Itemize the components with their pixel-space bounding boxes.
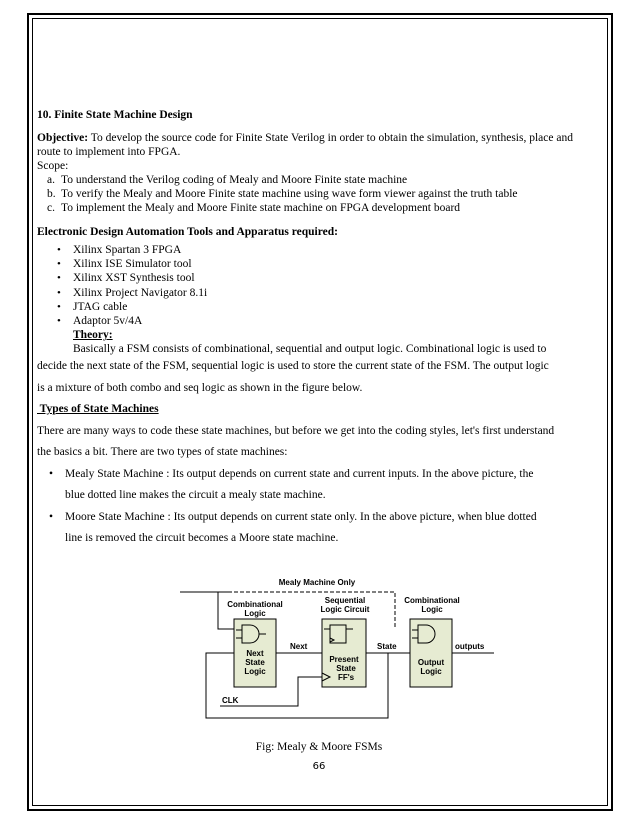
theory-line: decide the next state of the FSM, sequential logic is used to store the current state of the FSM. The output logic: [37, 360, 549, 373]
list-item: • Adaptor 5v/4A: [37, 314, 597, 328]
machine-list: [37, 464, 597, 550]
comb-logic-label-1: Combinational: [227, 600, 283, 609]
objective-paragraph: [37, 131, 597, 159]
list-item: b. To verify the Mealy and Moore Finite state machine using wave form viewer against the truth table: [47, 188, 518, 200]
page-number: 66: [312, 761, 326, 772]
svg-text:Logic Circuit: Logic Circuit: [320, 605, 370, 614]
types-line: There are many ways to code these state machines, but before we get into the coding styles, let's first understand: [37, 424, 555, 437]
eda-heading: Electronic Design Automation Tools and Apparatus required:: [37, 226, 338, 238]
and-gate-icon: [418, 625, 435, 643]
and-gate-icon: [242, 625, 259, 643]
types-heading: Types of State Machines: [37, 403, 159, 416]
svg-text:Output: Output: [417, 658, 445, 667]
clk-label: CLK: [222, 696, 239, 705]
svg-text:Logic: Logic: [244, 667, 266, 676]
list-item: • Xilinx Project Navigator 8.1i: [37, 286, 597, 300]
theory-line: Basically a FSM consists of combinational, sequential and output logic. Combinational logic is used to: [73, 343, 547, 356]
list-item: c. To implement the Mealy and Moore Finite state machine on FPGA development board: [47, 202, 461, 214]
svg-text:Logic: Logic: [421, 605, 443, 614]
list-item: • Xilinx XST Synthesis tool: [37, 271, 597, 285]
document-body: [37, 108, 597, 550]
list-item: • JTAG cable: [37, 300, 597, 314]
svg-text:FF's: FF's: [337, 673, 355, 682]
svg-text:Present: Present: [329, 655, 359, 664]
fsm-diagram: [170, 572, 500, 724]
svg-text:Logic: Logic: [420, 667, 442, 676]
theory-line: is a mixture of both combo and seq logic as shown in the figure below.: [37, 381, 363, 394]
svg-text:Next: Next: [246, 649, 264, 658]
section-title: 10. Finite State Machine Design: [37, 109, 193, 121]
list-item: • Moore State Machine : Its output depends on current state only. In the above picture, when blue dotted line is removed the circuit becomes a Moore state machine.: [37, 507, 597, 550]
mealy-label: Mealy Machine Only: [278, 578, 356, 587]
theory-heading: Theory:: [73, 329, 113, 342]
objective-label: Objective:: [37, 132, 89, 144]
types-line: the basics a bit. There are two types of state machines:: [37, 446, 288, 459]
eda-list: [37, 243, 597, 328]
comb-logic-label-2: Combinational: [404, 596, 460, 605]
svg-text:Logic: Logic: [244, 609, 266, 618]
objective-text: To develop the source code for Finite State Verilog in order to obtain the simulation, synthesis, place and route to implement into FPGA.: [37, 132, 573, 158]
list-item: • Xilinx Spartan 3 FPGA: [37, 243, 597, 257]
list-item: • Mealy State Machine : Its output depends on current state and current inputs. In the above picture, the blue dotted line makes the circuit a mealy state machine.: [37, 464, 597, 507]
theory-block: [37, 328, 597, 356]
state-label: State: [377, 642, 397, 651]
scope-list: [37, 173, 597, 215]
figure-caption: Fig: Mealy & Moore FSMs: [255, 741, 383, 753]
seq-logic-label: Sequential: [324, 596, 366, 605]
svg-text:State: State: [336, 664, 356, 673]
list-item: a. To understand the Verilog coding of Mealy and Moore Finite state machine: [47, 174, 408, 186]
outputs-label: outputs: [455, 642, 485, 651]
next-label: Next: [290, 642, 308, 651]
scope-label: Scope:: [37, 160, 69, 172]
svg-text:State: State: [245, 658, 265, 667]
list-item: • Xilinx ISE Simulator tool: [37, 257, 597, 271]
